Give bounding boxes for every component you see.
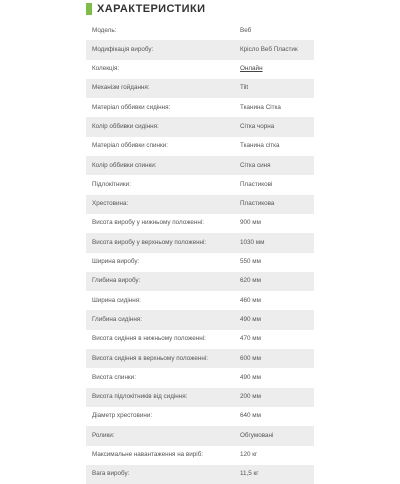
spec-row — [86, 156, 314, 175]
spec-row — [86, 388, 314, 407]
spec-label: Модель: — [92, 26, 117, 34]
spec-value: Тканина сітка — [240, 142, 280, 150]
spec-row — [86, 407, 314, 426]
spec-row — [86, 272, 314, 291]
spec-row — [86, 195, 314, 214]
spec-label: Висота сидіння в верхньому положенні: — [92, 354, 208, 362]
spec-label: Висота спинки: — [92, 373, 136, 381]
spec-label: Висота виробу у нижньому положенні: — [92, 219, 205, 227]
spec-row — [86, 117, 314, 136]
spec-value: 120 кг — [240, 451, 258, 459]
spec-value: 470 мм — [240, 335, 261, 343]
spec-row — [86, 21, 314, 40]
spec-value: Крісло Веб Пластик — [240, 45, 298, 53]
spec-value: Сітка чорна — [240, 122, 275, 130]
collection-link[interactable]: Онлайн — [240, 65, 263, 73]
spec-row — [86, 368, 314, 387]
spec-label: Хрестовина: — [92, 200, 129, 208]
spec-value: Тканина Сітка — [240, 103, 281, 111]
spec-row — [86, 60, 314, 79]
section-title: ХАРАКТЕРИСТИКИ — [97, 3, 206, 15]
spec-label: Ширина сидіння: — [92, 296, 141, 304]
spec-value: 490 мм — [240, 373, 261, 381]
spec-value: 620 мм — [240, 277, 261, 285]
spec-label: Максимальне навантаження на виріб: — [92, 451, 204, 459]
spec-row — [86, 465, 314, 484]
spec-label: Колекція: — [92, 65, 120, 73]
spec-label: Підлокітники: — [92, 180, 131, 188]
spec-value: 490 мм — [240, 315, 261, 323]
spec-value: 11,5 кг — [240, 470, 259, 478]
spec-row — [86, 175, 314, 194]
spec-label: Модифікація виробу: — [92, 45, 154, 53]
spec-row — [86, 214, 314, 233]
spec-row — [86, 446, 314, 465]
characteristics-table — [86, 21, 314, 484]
spec-value: 640 мм — [240, 412, 261, 420]
spec-label: Діаметр хрестовини: — [92, 412, 153, 420]
spec-value: 550 мм — [240, 258, 261, 266]
spec-label: Вага виробу: — [92, 470, 130, 478]
spec-row — [86, 40, 314, 59]
spec-label: Висота виробу у верхньому положенні: — [92, 238, 207, 246]
spec-label: Матеріал оббивки спинки: — [92, 142, 168, 150]
spec-row — [86, 137, 314, 156]
spec-label: Колір оббивки спинки: — [92, 161, 157, 169]
spec-row — [86, 253, 314, 272]
spec-value: 900 мм — [240, 219, 261, 227]
characteristics-header — [86, 0, 314, 18]
spec-label: Колір оббивки сидіння: — [92, 122, 159, 130]
spec-row — [86, 98, 314, 117]
spec-value: 600 мм — [240, 354, 261, 362]
spec-row — [86, 310, 314, 329]
spec-label: Ширина виробу: — [92, 258, 140, 266]
header-accent-bar — [86, 3, 92, 15]
spec-value: Tilt — [240, 84, 249, 92]
spec-value: Сітка синя — [240, 161, 271, 169]
spec-value: 460 мм — [240, 296, 261, 304]
spec-row — [86, 330, 314, 349]
spec-label: Висота підлокітників від сидіння: — [92, 393, 188, 401]
spec-row — [86, 349, 314, 368]
spec-row — [86, 79, 314, 98]
spec-row — [86, 233, 314, 252]
spec-label: Висота сидіння в нижньому положенні: — [92, 335, 206, 343]
spec-value: Веб — [240, 26, 252, 34]
spec-value: 1030 мм — [240, 238, 265, 246]
spec-value: 200 мм — [240, 393, 261, 401]
spec-value: Обгумовані — [240, 431, 274, 439]
spec-value: Пластикові — [240, 180, 273, 188]
spec-value: Пластикова — [240, 200, 275, 208]
spec-row — [86, 291, 314, 310]
spec-label: Матеріал оббивки сидіння: — [92, 103, 171, 111]
spec-label: Механізм гойдання: — [92, 84, 150, 92]
spec-label: Глибина виробу: — [92, 277, 141, 285]
spec-row — [86, 426, 314, 445]
spec-label: Глибина сидіння: — [92, 315, 142, 323]
spec-label: Ролики: — [92, 431, 115, 439]
